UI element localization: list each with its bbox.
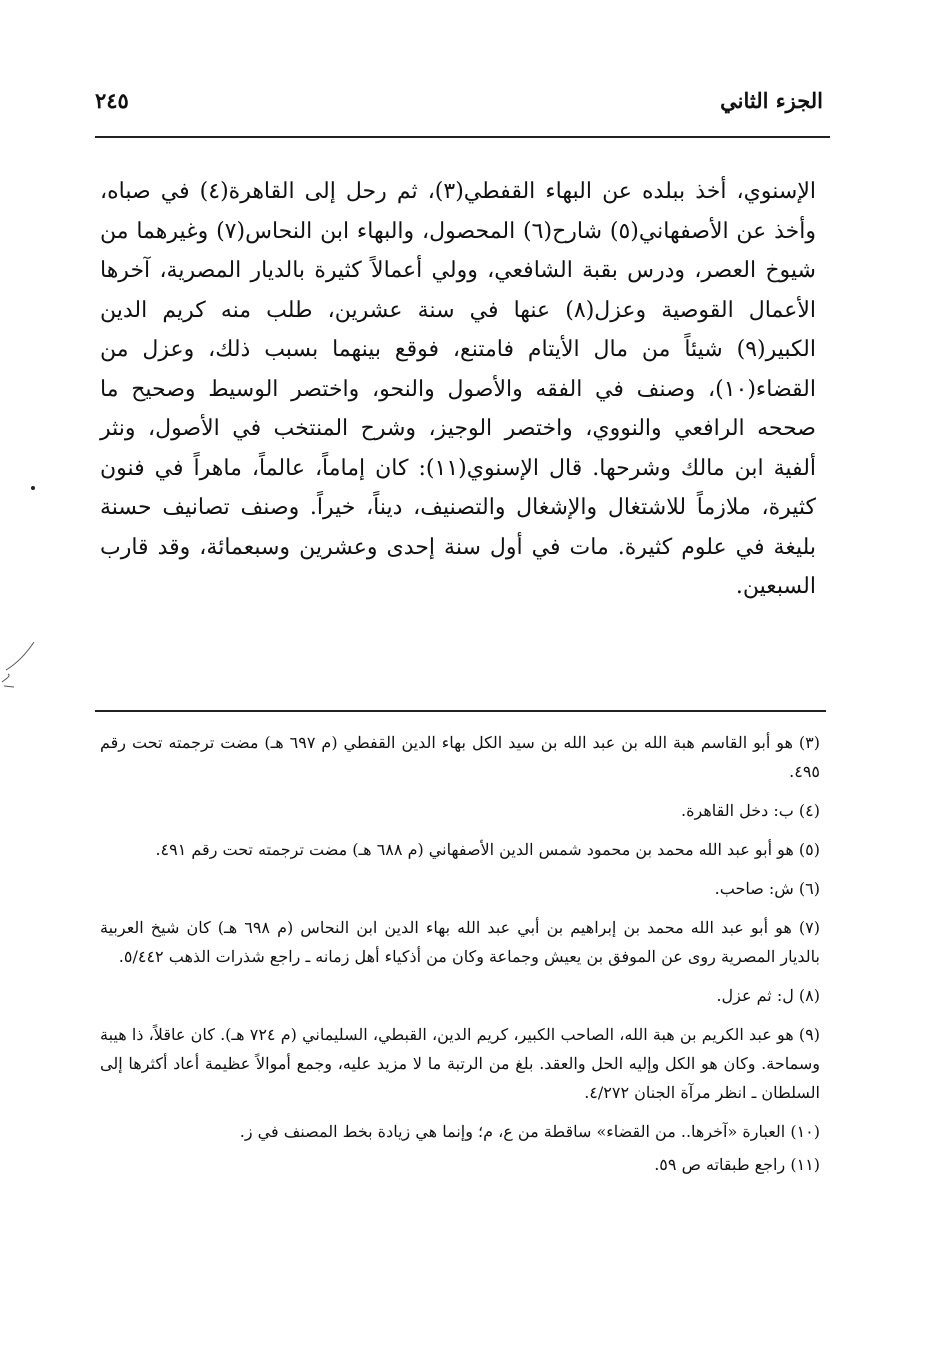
main-text — [100, 172, 816, 607]
margin-speck — [31, 486, 35, 490]
footnote-7: (٧) هو أبو عبد الله محمد بن إبراهيم بن أبي عبد الله بهاء الدين ابن النحاس (م ٦٩٨ هـ) كان شيخ العربية بالديار المصرية روى عن الموفق بن يعيش وجماعة وكان من أذكياء أهل زمانه ـ راجع شذرات الذهب ٥/٤٤٢. — [100, 918, 821, 966]
footnotes — [100, 728, 820, 1183]
footnote-6: (٦) ش: صاحب. — [714, 879, 820, 898]
footnote-divider — [95, 710, 826, 712]
footnote-5: (٥) هو أبو عبد الله محمد بن محمود شمس الدين الأصفهاني (م ٦٨٨ هـ) مضت ترجمته تحت رقم ٤٩١. — [155, 840, 820, 859]
margin-scribble — [0, 640, 36, 690]
footnote-11: (١١) راجع طبقاته ص ٥٩. — [654, 1155, 820, 1174]
footnote-10: (١٠) العبارة «آخرها.. من القضاء» ساقطة من ع، م؛ وإنما هي زيادة بخط المصنف في ز. — [239, 1122, 820, 1141]
footnote-8: (٨) ل: ثم عزل. — [716, 986, 820, 1005]
footnote-4: (٤) ب: دخل القاهرة. — [681, 801, 820, 820]
running-header — [95, 80, 823, 130]
page-number: ٢٤٥ — [95, 88, 129, 113]
main-paragraph: الإسنوي، أخذ ببلده عن البهاء القفطي(٣)، ثم رحل إلى القاهرة(٤) في صباه، وأخذ عن الأصفهاني(٥) شارح(٦) المحصول، والبهاء ابن النحاس(٧) وغيرهما من شيوخ العصر، ودرس بقبة الشافعي، وولي أعمالاً كثيرة بالديار المصرية، آخرها الأعمال القوصية وعزل(٨) عنها في سنة عشرين، طلب منه كريم الدين الكبير(٩) شيئاً من مال الأيتام فامتنع، فوقع بينهما بسبب ذلك، وعزل من القضاء(١٠)، وصنف في الفقه والأصول والنحو، واختصر الوسيط وصحيح ما صححه الرافعي والنووي، واختصر الوجيز، وشرح المنتخب في الأصول، ونثر ألفية ابن مالك وشرحها. قال الإسنوي(١١): كان إماماً، عالماً، ماهراً في فنون كثيرة، ملازماً للاشتغال والإشغال والتصنيف، ديناً، خيراً. وصنف تصانيف حسنة بليغة في علوم كثيرة. مات في أول سنة إحدى وعشرين وسبعمائة، وقد قارب السبعين. — [100, 179, 817, 599]
footnote-9: (٩) هو عبد الكريم بن هبة الله، الصاحب الكبير، كريم الدين، القبطي، السليماني (م ٧٢٤ هـ). كان عاقلاً، ذا هيبة وسماحة. وكان هو الكل وإليه الحل والعقد. بلغ من الرتبة ما لا مزيد عليه، وجمع أموالاً عظيمة أعاد أكثرها إلى السلطان ـ انظر مرآة الجنان ٤/٢٧٢. — [100, 1025, 821, 1102]
footnote-3: (٣) هو أبو القاسم هبة الله بن عبد الله بن سيد الكل بهاء الدين القفطي (م ٦٩٧ هـ) مضت ترجمته تحت رقم ٤٩٥. — [100, 733, 820, 781]
header-divider — [95, 136, 830, 138]
running-title: الجزء الثاني — [720, 88, 823, 113]
